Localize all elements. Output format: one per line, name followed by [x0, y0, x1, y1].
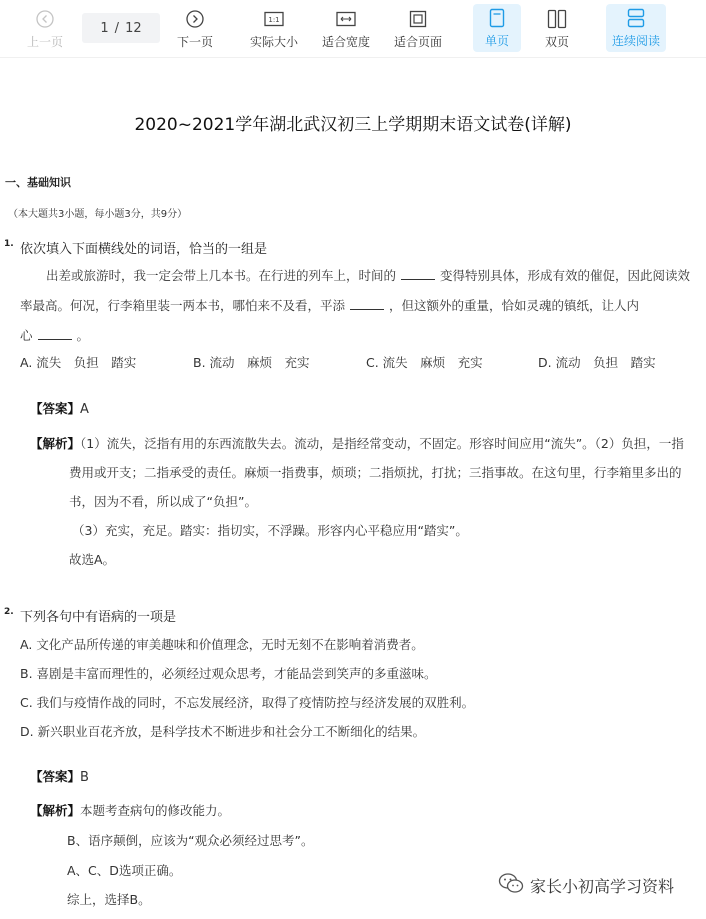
question-1-option-a: A. 流失 负担 踏实	[20, 355, 137, 370]
question-2-option-c: C. 我们与疫情作战的同时，不忘发展经济，取得了疫情防控与经济发展的双胜利。	[20, 695, 475, 710]
question-2-stem: 下列各句中有语病的一项是	[20, 610, 177, 625]
passage-text: 出差或旅游时，我一定会带上几本书。在行进的列车上，时间的	[46, 268, 397, 283]
page-current: 1	[100, 20, 109, 36]
page-separator: /	[114, 20, 120, 36]
next-page-button[interactable]	[172, 0, 218, 58]
fit-width-label: 适合宽度	[321, 35, 370, 49]
question-1-number: 1.	[4, 239, 14, 249]
watermark	[498, 872, 674, 898]
next-page-label: 下一页	[176, 35, 213, 49]
watermark-text: 家长小初高学习资料	[530, 876, 675, 896]
question-1-option-c: C. 流失 麻烦 充实	[366, 355, 483, 370]
question-2-option-a: A. 文化产品所传递的审美趣味和价值理念，无时无刻不在影响着消费者。	[20, 637, 424, 652]
analysis-text: 本题考查病句的修改能力。	[80, 803, 231, 818]
actual-size-label: 实际大小	[249, 35, 298, 49]
analysis-text: （1）流失，泛指有用的东西流散失去。流动，是指经常变动，不固定。形容时间应用“流失”。（2）负担，一指	[80, 436, 684, 451]
question-2-analysis-line-2: B、语序颠倒，应该为“观众必须经过思考”。	[67, 833, 314, 848]
page-total: 12	[125, 20, 142, 36]
question-2-option-b: B. 喜剧是丰富而理性的，必须经过观众思考，才能品尝到笑声的多重滋味。	[20, 666, 437, 681]
actual-size-icon	[264, 8, 284, 30]
fit-page-icon	[409, 8, 427, 30]
single-page-label: 单页	[484, 34, 509, 48]
double-page-icon	[547, 8, 567, 30]
question-1-analysis-line-3: 书，因为不看，所以成了“负担”。	[69, 494, 257, 509]
answer-tag: 【答案】	[30, 769, 81, 784]
fit-width-button[interactable]	[318, 0, 374, 58]
answer-value: A	[80, 402, 89, 417]
prev-page-label: 上一页	[26, 35, 63, 49]
analysis-tag: 【解析】	[30, 436, 81, 451]
question-1-analysis-line-5: 故选A。	[69, 552, 116, 567]
document-title: 2020~2021学年湖北武汉初三上学期期末语文试卷(详解)	[134, 115, 572, 135]
fit-page-button[interactable]	[390, 0, 446, 58]
continuous-read-label: 连续阅读	[611, 34, 660, 48]
passage-text: 变得特别具体，形成有效的催促，因此阅读效	[440, 268, 691, 283]
actual-size-button[interactable]	[246, 0, 302, 58]
question-2-number: 2.	[4, 607, 14, 617]
passage-text: 心	[20, 328, 33, 343]
chevron-right-circle-icon	[186, 8, 204, 30]
fit-width-icon	[336, 8, 356, 30]
passage-text: 率最高。何况，行李箱里装一两本书，哪怕来不及看，平添	[20, 298, 346, 313]
passage-text: ，但这额外的重量，恰如灵魂的镇纸，让人内	[389, 298, 640, 313]
question-2-option-d: D. 新兴职业百花齐放，是科学技术不断进步和社会分工不断细化的结果。	[20, 724, 426, 739]
single-page-icon	[489, 7, 505, 29]
continuous-read-icon	[627, 7, 645, 29]
svg-text:1:1: 1:1	[268, 16, 280, 24]
passage-text: 。	[76, 328, 90, 343]
prev-page-button[interactable]	[22, 0, 68, 58]
fit-page-label: 适合页面	[393, 35, 442, 49]
question-2-answer	[30, 767, 89, 785]
question-1-passage-line-2	[20, 296, 639, 314]
question-2-analysis-line-1	[30, 801, 230, 819]
answer-blank-3	[38, 330, 72, 340]
question-1-analysis-line-4: （3）充实，充足。踏实：指切实，不浮躁。形容内心平稳应用“踏实”。	[72, 523, 468, 538]
question-1-passage-line-3	[20, 326, 89, 344]
wechat-icon	[498, 872, 524, 898]
question-1-analysis-line-1	[30, 434, 684, 452]
answer-blank-2	[350, 300, 384, 310]
answer-tag: 【答案】	[30, 401, 81, 416]
chevron-left-circle-icon	[36, 8, 54, 30]
question-1-answer	[30, 399, 89, 417]
analysis-tag: 【解析】	[30, 803, 81, 818]
question-2-analysis-line-3: A、C、D选项正确。	[67, 863, 182, 878]
question-1-stem: 依次填入下面横线处的词语，恰当的一组是	[20, 242, 268, 257]
question-2-analysis-line-4: 综上，选择B。	[67, 892, 151, 907]
question-1-option-d: D. 流动 负担 踏实	[538, 355, 656, 370]
single-page-button[interactable]	[473, 4, 521, 52]
section-title: 一、基础知识	[5, 176, 71, 189]
continuous-read-button[interactable]	[606, 4, 666, 52]
viewer-toolbar	[0, 0, 706, 58]
answer-value: B	[80, 770, 89, 785]
question-1-passage-line-1	[46, 266, 690, 284]
double-page-label: 双页	[544, 35, 569, 49]
section-note: （本大题共3小题，每小题3分，共9分）	[8, 209, 188, 220]
double-page-button[interactable]	[534, 0, 580, 58]
question-1-option-b: B. 流动 麻烦 充实	[193, 355, 310, 370]
question-1-analysis-line-2: 费用或开支；二指承受的责任。麻烦一指费事，烦琐；二指烦扰，打扰；三指事故。在这句里，行李箱里多出的	[69, 465, 682, 480]
page-indicator[interactable]	[82, 13, 160, 43]
answer-blank-1	[401, 270, 435, 280]
